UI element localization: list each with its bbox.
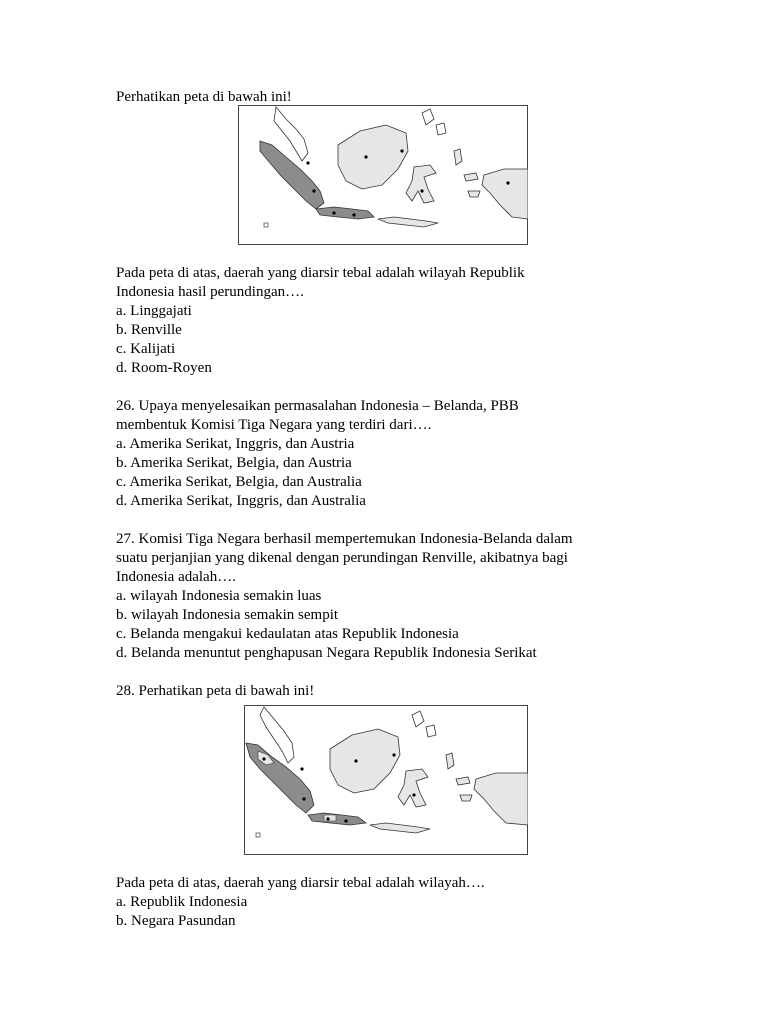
map1-option-c: c. Kalijati — [116, 341, 176, 357]
q28-option-a: a. Republik Indonesia — [116, 894, 248, 910]
q27-option-c: c. Belanda mengakui kedaulatan atas Republik Indonesia — [116, 626, 459, 642]
map-indonesia-2-svg — [244, 705, 528, 855]
worksheet-page — [116, 88, 676, 931]
city-dot — [392, 753, 395, 756]
city-dot — [300, 767, 303, 770]
q28-question: Pada peta di atas, daerah yang diarsir tebal adalah wilayah…. — [116, 875, 485, 891]
q26-option-b: b. Amerika Serikat, Belgia, dan Austria — [116, 455, 352, 471]
q28-option-b: b. Negara Pasundan — [116, 913, 236, 929]
city-dot — [344, 819, 347, 822]
q27-option-d: d. Belanda menuntut penghapusan Negara Republik Indonesia Serikat — [116, 645, 537, 661]
java-light-area — [324, 815, 336, 821]
map1-question-line2: Indonesia hasil perundingan…. — [116, 284, 304, 300]
q28-intro: 28. Perhatikan peta di bawah ini! — [116, 683, 315, 699]
q27-line2: suatu perjanjian yang dikenal dengan perundingan Renville, akibatnya bagi — [116, 550, 568, 566]
map1-intro: Perhatikan peta di bawah ini! — [116, 89, 292, 105]
city-dot — [312, 189, 315, 192]
q26-option-c: c. Amerika Serikat, Belgia, dan Australia — [116, 474, 362, 490]
map1-option-d: d. Room-Royen — [116, 360, 212, 376]
city-dot — [326, 817, 329, 820]
city-dot — [412, 793, 415, 796]
q26-option-d: d. Amerika Serikat, Inggris, dan Australia — [116, 493, 366, 509]
q26-line1: 26. Upaya menyelesaikan permasalahan Indonesia – Belanda, PBB — [116, 398, 519, 414]
q26-option-a: a. Amerika Serikat, Inggris, dan Austria — [116, 436, 355, 452]
maluku-island — [468, 191, 480, 197]
map-indonesia-1-svg — [238, 105, 528, 245]
q26-line2: membentuk Komisi Tiga Negara yang terdiri dari…. — [116, 417, 432, 433]
map-indonesia-1 — [238, 105, 528, 245]
city-dot — [506, 181, 509, 184]
city-dot — [354, 759, 357, 762]
q27-option-a: a. wilayah Indonesia semakin luas — [116, 588, 322, 604]
philippines-island — [436, 123, 446, 135]
q27-line3: Indonesia adalah…. — [116, 569, 236, 585]
city-dot — [332, 211, 335, 214]
map-indonesia-2 — [244, 705, 528, 855]
city-dot — [364, 155, 367, 158]
city-dot — [306, 161, 309, 164]
map1-option-a: a. Linggajati — [116, 303, 192, 319]
map1-option-b: b. Renville — [116, 322, 182, 338]
maluku-island — [460, 795, 472, 801]
city-dot — [302, 797, 305, 800]
city-dot — [420, 189, 423, 192]
map1-question-line1: Pada peta di atas, daerah yang diarsir tebal adalah wilayah Republik — [116, 265, 525, 281]
city-dot — [352, 213, 355, 216]
q27-option-b: b. wilayah Indonesia semakin sempit — [116, 607, 339, 623]
city-dot — [400, 149, 403, 152]
city-dot — [262, 757, 265, 760]
philippines-island — [426, 725, 436, 737]
q27-line1: 27. Komisi Tiga Negara berhasil mempertemukan Indonesia-Belanda dalam — [116, 531, 573, 547]
